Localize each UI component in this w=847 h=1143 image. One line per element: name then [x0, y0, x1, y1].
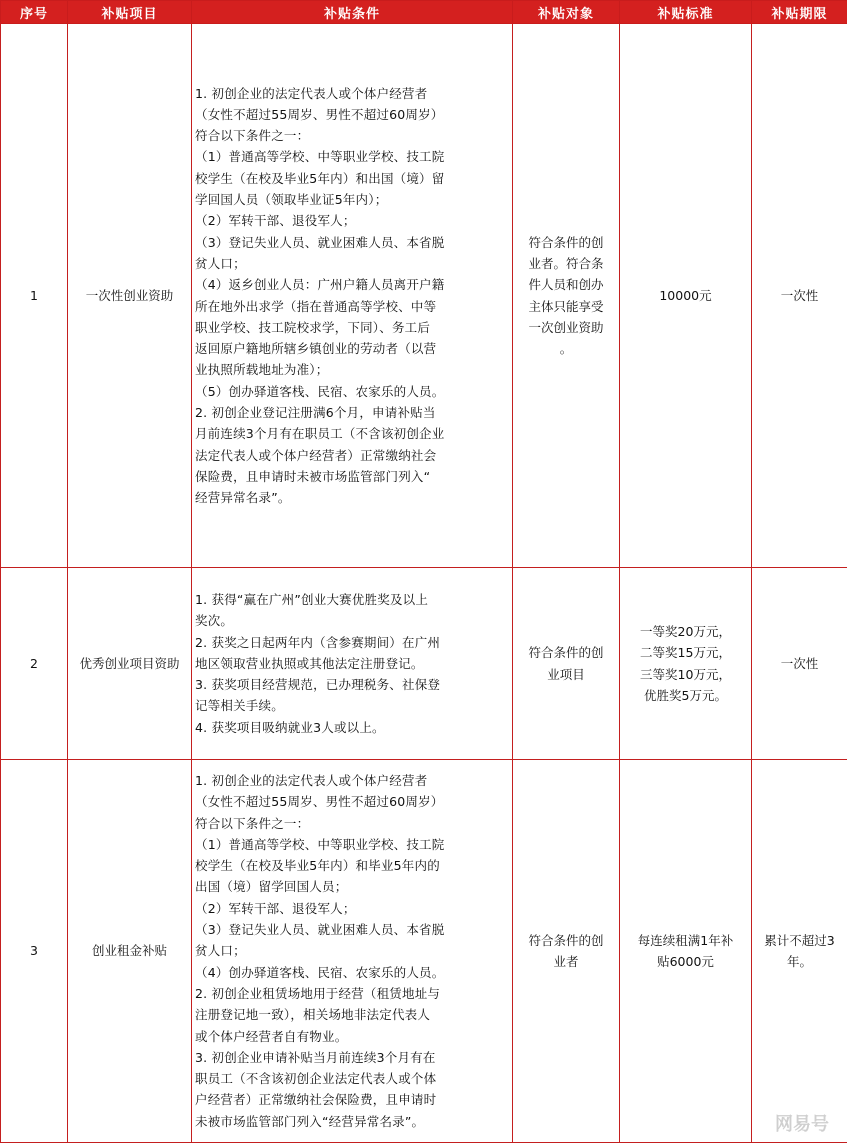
- subsidy-target: [513, 568, 620, 760]
- subsidy-conditions-line: 奖次。: [195, 610, 510, 631]
- subsidy-standard: [620, 24, 752, 568]
- subsidy-period-line: 累计不超过3: [755, 930, 844, 951]
- subsidy-conditions-line: 符合以下条件之一：: [195, 813, 510, 834]
- subsidy-conditions-line: 业执照所载地址为准）；: [195, 359, 510, 380]
- subsidy-standard: [620, 760, 752, 1143]
- subsidy-conditions-line: 月前连续3个月有在职员工（不含该初创企业: [195, 423, 510, 444]
- subsidy-conditions-line: （2）军转干部、退役军人；: [195, 210, 510, 231]
- subsidy-item: 优秀创业项目资助: [68, 568, 192, 760]
- row-number: 1: [1, 24, 68, 568]
- subsidy-conditions-line: 校学生（在校及毕业5年内）和毕业5年内的: [195, 855, 510, 876]
- subsidy-conditions-line: 校学生（在校及毕业5年内）和出国（境）留: [195, 168, 510, 189]
- subsidy-standard-line: 三等奖10万元，: [623, 664, 748, 685]
- table-row: [1, 760, 847, 1143]
- subsidy-conditions-line: 所在地外出求学（指在普通高等学校、中等: [195, 296, 510, 317]
- subsidy-conditions-line: 1. 初创企业的法定代表人或个体户经营者: [195, 83, 510, 104]
- table-row: [1, 568, 847, 760]
- subsidy-conditions-line: 返回原户籍地所辖乡镇创业的劳动者（以营: [195, 338, 510, 359]
- subsidy-conditions-line: （4）创办驿道客栈、民宿、农家乐的人员。: [195, 962, 510, 983]
- subsidy-target-line: 业者。符合条: [516, 253, 616, 274]
- subsidy-conditions-line: （5）创办驿道客栈、民宿、农家乐的人员。: [195, 381, 510, 402]
- header-item: 补贴项目: [68, 1, 192, 24]
- subsidy-conditions-line: 1. 获得“赢在广州”创业大赛优胜奖及以上: [195, 589, 510, 610]
- subsidy-conditions: [192, 760, 513, 1143]
- row-number: 3: [1, 760, 68, 1143]
- subsidy-conditions-line: （3）登记失业人员、就业困难人员、本省脱: [195, 919, 510, 940]
- subsidy-conditions-line: （4）返乡创业人员：广州户籍人员离开户籍: [195, 274, 510, 295]
- subsidy-conditions: [192, 24, 513, 568]
- subsidy-conditions-line: 3. 初创企业申请补贴当月前连续3个月有在: [195, 1047, 510, 1068]
- subsidy-target-line: 业者: [516, 951, 616, 972]
- subsidy-conditions-line: 保险费，且申请时未被市场监管部门列入“: [195, 466, 510, 487]
- subsidy-conditions-line: （2）军转干部、退役军人；: [195, 898, 510, 919]
- subsidy-target: [513, 24, 620, 568]
- subsidy-conditions-line: 户经营者）正常缴纳社会保险费，且申请时: [195, 1089, 510, 1110]
- subsidy-conditions-line: 2. 获奖之日起两年内（含参赛期间）在广州: [195, 632, 510, 653]
- subsidy-conditions-line: 地区领取营业执照或其他法定注册登记。: [195, 653, 510, 674]
- watermark: 网易号: [775, 1110, 829, 1136]
- subsidy-conditions-line: 职业学校、技工院校求学，下同）、务工后: [195, 317, 510, 338]
- row-number: 2: [1, 568, 68, 760]
- subsidy-item: 创业租金补贴: [68, 760, 192, 1143]
- subsidy-target-line: 符合条件的创: [516, 930, 616, 951]
- subsidy-conditions-line: （女性不超过55周岁、男性不超过60周岁）: [195, 791, 510, 812]
- subsidy-target: [513, 760, 620, 1143]
- subsidy-conditions-line: （1）普通高等学校、中等职业学校、技工院: [195, 146, 510, 167]
- subsidy-conditions-line: 符合以下条件之一：: [195, 125, 510, 146]
- subsidy-conditions-line: 出国（境）留学回国人员；: [195, 876, 510, 897]
- subsidy-standard: [620, 568, 752, 760]
- header-target: 补贴对象: [513, 1, 620, 24]
- subsidy-period: [752, 760, 847, 1143]
- subsidy-standard-line: 优胜奖5万元。: [623, 685, 748, 706]
- subsidy-conditions-line: 贫人口；: [195, 940, 510, 961]
- subsidy-target-line: 一次创业资助: [516, 317, 616, 338]
- subsidy-conditions-line: 学回国人员（领取毕业证5年内）；: [195, 189, 510, 210]
- subsidy-conditions-line: （1）普通高等学校、中等职业学校、技工院: [195, 834, 510, 855]
- header-period: 补贴期限: [752, 1, 847, 24]
- subsidy-conditions-line: 注册登记地一致），相关场地非法定代表人: [195, 1004, 510, 1025]
- subsidy-conditions-line: 2. 初创企业租赁场地用于经营（租赁地址与: [195, 983, 510, 1004]
- subsidy-standard-line: 一等奖20万元，: [623, 621, 748, 642]
- subsidy-target-line: 。: [516, 338, 616, 359]
- subsidy-conditions-line: 记等相关手续。: [195, 695, 510, 716]
- subsidy-period: [752, 24, 847, 568]
- header-no: 序号: [1, 1, 68, 24]
- subsidy-period-line: 年。: [755, 951, 844, 972]
- subsidy-conditions-line: （3）登记失业人员、就业困难人员、本省脱: [195, 232, 510, 253]
- subsidy-standard-line: 10000元: [623, 285, 748, 306]
- table-row: [1, 24, 847, 568]
- subsidy-conditions-line: 或个体户经营者自有物业。: [195, 1026, 510, 1047]
- header-conditions: 补贴条件: [192, 1, 513, 24]
- subsidy-target-line: 符合条件的创: [516, 642, 616, 663]
- subsidy-conditions-line: 职员工（不含该初创企业法定代表人或个体: [195, 1068, 510, 1089]
- subsidy-period-line: 一次性: [755, 285, 844, 306]
- header-standard: 补贴标准: [620, 1, 752, 24]
- subsidy-conditions-line: 未被市场监管部门列入“经营异常名录”。: [195, 1111, 510, 1132]
- subsidy-standard-line: 贴6000元: [623, 951, 748, 972]
- subsidy-conditions-line: 经营异常名录”。: [195, 487, 510, 508]
- subsidy-conditions-line: 贫人口；: [195, 253, 510, 274]
- subsidy-standard-line: 二等奖15万元，: [623, 642, 748, 663]
- subsidy-period-line: 一次性: [755, 653, 844, 674]
- header-row: [1, 1, 847, 24]
- subsidy-period: [752, 568, 847, 760]
- subsidy-conditions-line: 4. 获奖项目吸纳就业3人或以上。: [195, 717, 510, 738]
- subsidy-target-line: 主体只能享受: [516, 296, 616, 317]
- subsidy-conditions-line: 法定代表人或个体户经营者）正常缴纳社会: [195, 445, 510, 466]
- subsidy-standard-line: 每连续租满1年补: [623, 930, 748, 951]
- subsidy-conditions-line: 3. 获奖项目经营规范，已办理税务、社保登: [195, 674, 510, 695]
- subsidy-target-line: 业项目: [516, 664, 616, 685]
- subsidy-target-line: 符合条件的创: [516, 232, 616, 253]
- subsidy-target-line: 件人员和创办: [516, 274, 616, 295]
- subsidy-item: 一次性创业资助: [68, 24, 192, 568]
- subsidy-conditions-line: （女性不超过55周岁、男性不超过60周岁）: [195, 104, 510, 125]
- subsidy-conditions-line: 2. 初创企业登记注册满6个月，申请补贴当: [195, 402, 510, 423]
- subsidy-conditions: [192, 568, 513, 760]
- subsidy-conditions-line: 1. 初创企业的法定代表人或个体户经营者: [195, 770, 510, 791]
